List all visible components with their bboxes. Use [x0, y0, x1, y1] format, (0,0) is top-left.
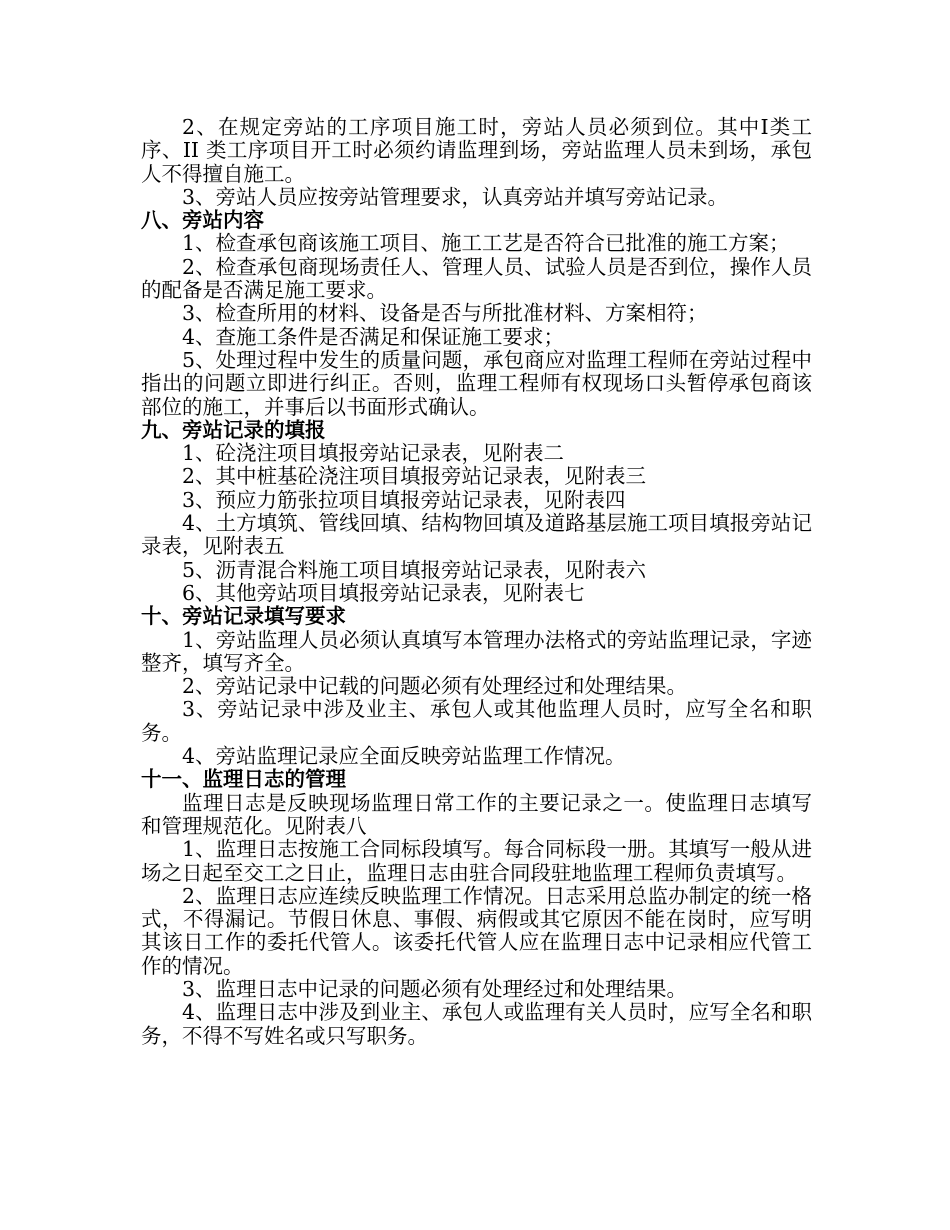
paragraph: 1、检查承包商该施工项目、施工工艺是否符合已批准的施工方案； — [182, 231, 790, 256]
section-heading: 十一、监理日志的管理 — [141, 767, 346, 792]
paragraph: 3、检查所用的材料、设备是否与所批准材料、方案相符； — [182, 301, 708, 326]
paragraph: 6、其他旁站项目填报旁站记录表，见附表七 — [182, 580, 585, 605]
paragraph: 5、沥青混合料施工项目填报旁站记录表，见附表六 — [182, 557, 647, 582]
paragraph: 4、查施工条件是否满足和保证施工要求； — [182, 324, 565, 349]
paragraph: 2、在规定旁站的工序项目施工时，旁站人员必须到位。其中I类工序、II 类工序项目开工时必须约请监理到场，旁站监理人员未到场，承包人不得擅自施工。 — [141, 115, 812, 186]
section-heading: 九、旁站记录的填报 — [141, 417, 326, 442]
paragraph: 2、监理日志应连续反映监理工作情况。日志采用总监办制定的统一格式，不得漏记。节假日休息、事假、病假或其它原因不能在岗时，应写明其该日工作的委托代管人。该委托代管人应在监理日志中记录相应代管工作的情况。 — [141, 883, 812, 978]
paragraph: 3、监理日志中记录的问题必须有处理经过和处理结果。 — [182, 976, 688, 1001]
section-heading: 八、旁站内容 — [141, 208, 264, 233]
paragraph: 1、监理日志按施工合同标段填写。每合同标段一册。其填写一般从进场之日起至交工之日止，监理日志由驻合同段驻地监理工程师负责填写。 — [141, 837, 812, 885]
section-heading: 十、旁站记录填写要求 — [141, 604, 346, 629]
paragraph: 4、旁站监理记录应全面反映旁站监理工作情况。 — [182, 744, 626, 769]
paragraph: 2、其中桩基砼浇注项目填报旁站记录表，见附表三 — [182, 464, 647, 489]
paragraph: 监理日志是反映现场监理日常工作的主要记录之一。使监理日志填写和管理规范化。见附表八 — [141, 790, 812, 838]
paragraph: 3、预应力筋张拉项目填报旁站记录表，见附表四 — [182, 487, 626, 512]
paragraph: 5、处理过程中发生的质量问题，承包商应对监理工程师在旁站过程中指出的问题立即进行纠正。否则，监理工程师有权现场口头暂停承包商该部位的施工，并事后以书面形式确认。 — [141, 347, 812, 419]
paragraph: 3、旁站人员应按旁站管理要求，认真旁站并填写旁站记录。 — [182, 184, 729, 209]
paragraph: 4、土方填筑、管线回填、结构物回填及道路基层施工项目填报旁站记录表，见附表五 — [141, 511, 812, 559]
document-page — [141, 116, 812, 1048]
paragraph: 1、旁站监理人员必须认真填写本管理办法格式的旁站监理记录，字迹整齐，填写齐全。 — [141, 627, 812, 675]
paragraph: 3、旁站记录中涉及业主、承包人或其他监理人员时，应写全名和职务。 — [141, 697, 812, 745]
paragraph: 2、检查承包商现场责任人、管理人员、试验人员是否到位，操作人员的配备是否满足施工要求。 — [141, 254, 812, 303]
paragraph: 2、旁站记录中记载的问题必须有处理经过和处理结果。 — [182, 674, 688, 699]
paragraph: 1、砼浇注项目填报旁站记录表，见附表二 — [182, 441, 565, 466]
paragraph: 4、监理日志中涉及到业主、承包人或监理有关人员时，应写全名和职务，不得不写姓名或只写职务。 — [141, 1000, 812, 1048]
